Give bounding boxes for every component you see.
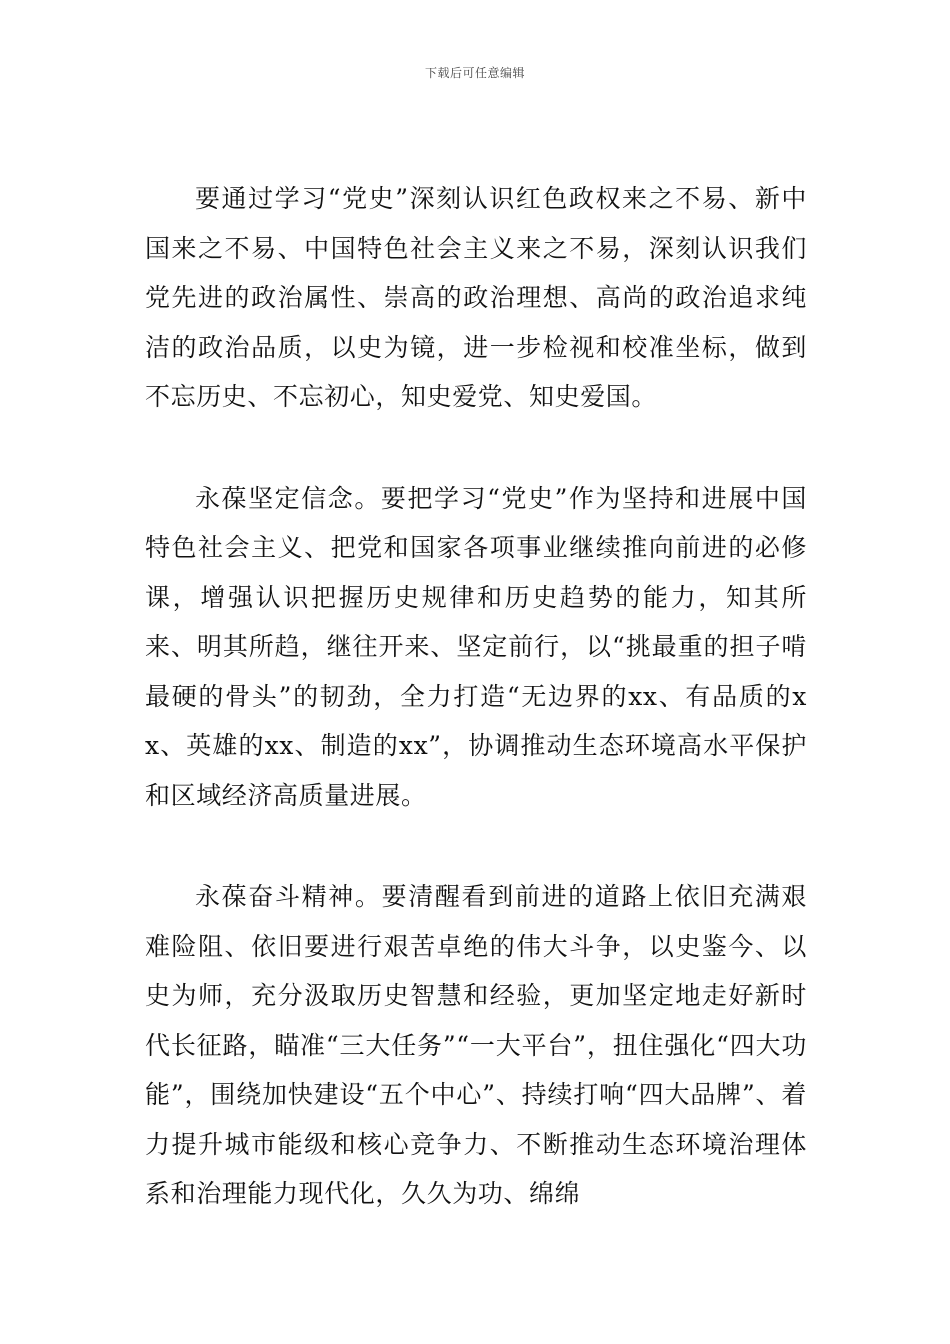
paragraph-3: 永葆奋斗精神。要清醒看到前进的道路上依旧充满艰难险阻、依旧要进行艰苦卓绝的伟大斗争，以史鉴今、以史为师，充分汲取历史智慧和经验，更加坚定地走好新时代长征路，瞄准“三大任务”“一大平台”，扭住强化“四大功能”，围绕加快建设“五个中心”、持续打响“四大品牌”、着力提升城市能级和核心竞争力、不断推动生态环境治理体系和治理能力现代化，久久为功、绵绵 xyxy=(145,882,807,1208)
paragraph-1: 要通过学习“党史”深刻认识红色政权来之不易、新中国来之不易、中国特色社会主义来之不易，深刻认识我们党先进的政治属性、崇高的政治理想、高尚的政治追求纯洁的政治品质，以史为镜，进一步检视和校准坐标，做到不忘历史、不忘初心，知史爱党、知史爱国。 xyxy=(145,184,807,411)
header-note: 下载后可任意编辑 xyxy=(424,66,525,80)
document-body xyxy=(145,174,807,1271)
paragraph-2: 永葆坚定信念。要把学习“党史”作为坚持和进展中国特色社会主义、把党和国家各项事业继续推向前进的必修课，增强认识把握历史规律和历史趋势的能力，知其所来、明其所趋，继往开来、坚定前行，以“挑最重的担子啃最硬的骨头”的韧劲，全力打造“无边界的xx、有品质的xx、英雄的xx、制造的xx”，协调推动生态环境高水平保护和区域经济高质量进展。 xyxy=(145,483,807,810)
